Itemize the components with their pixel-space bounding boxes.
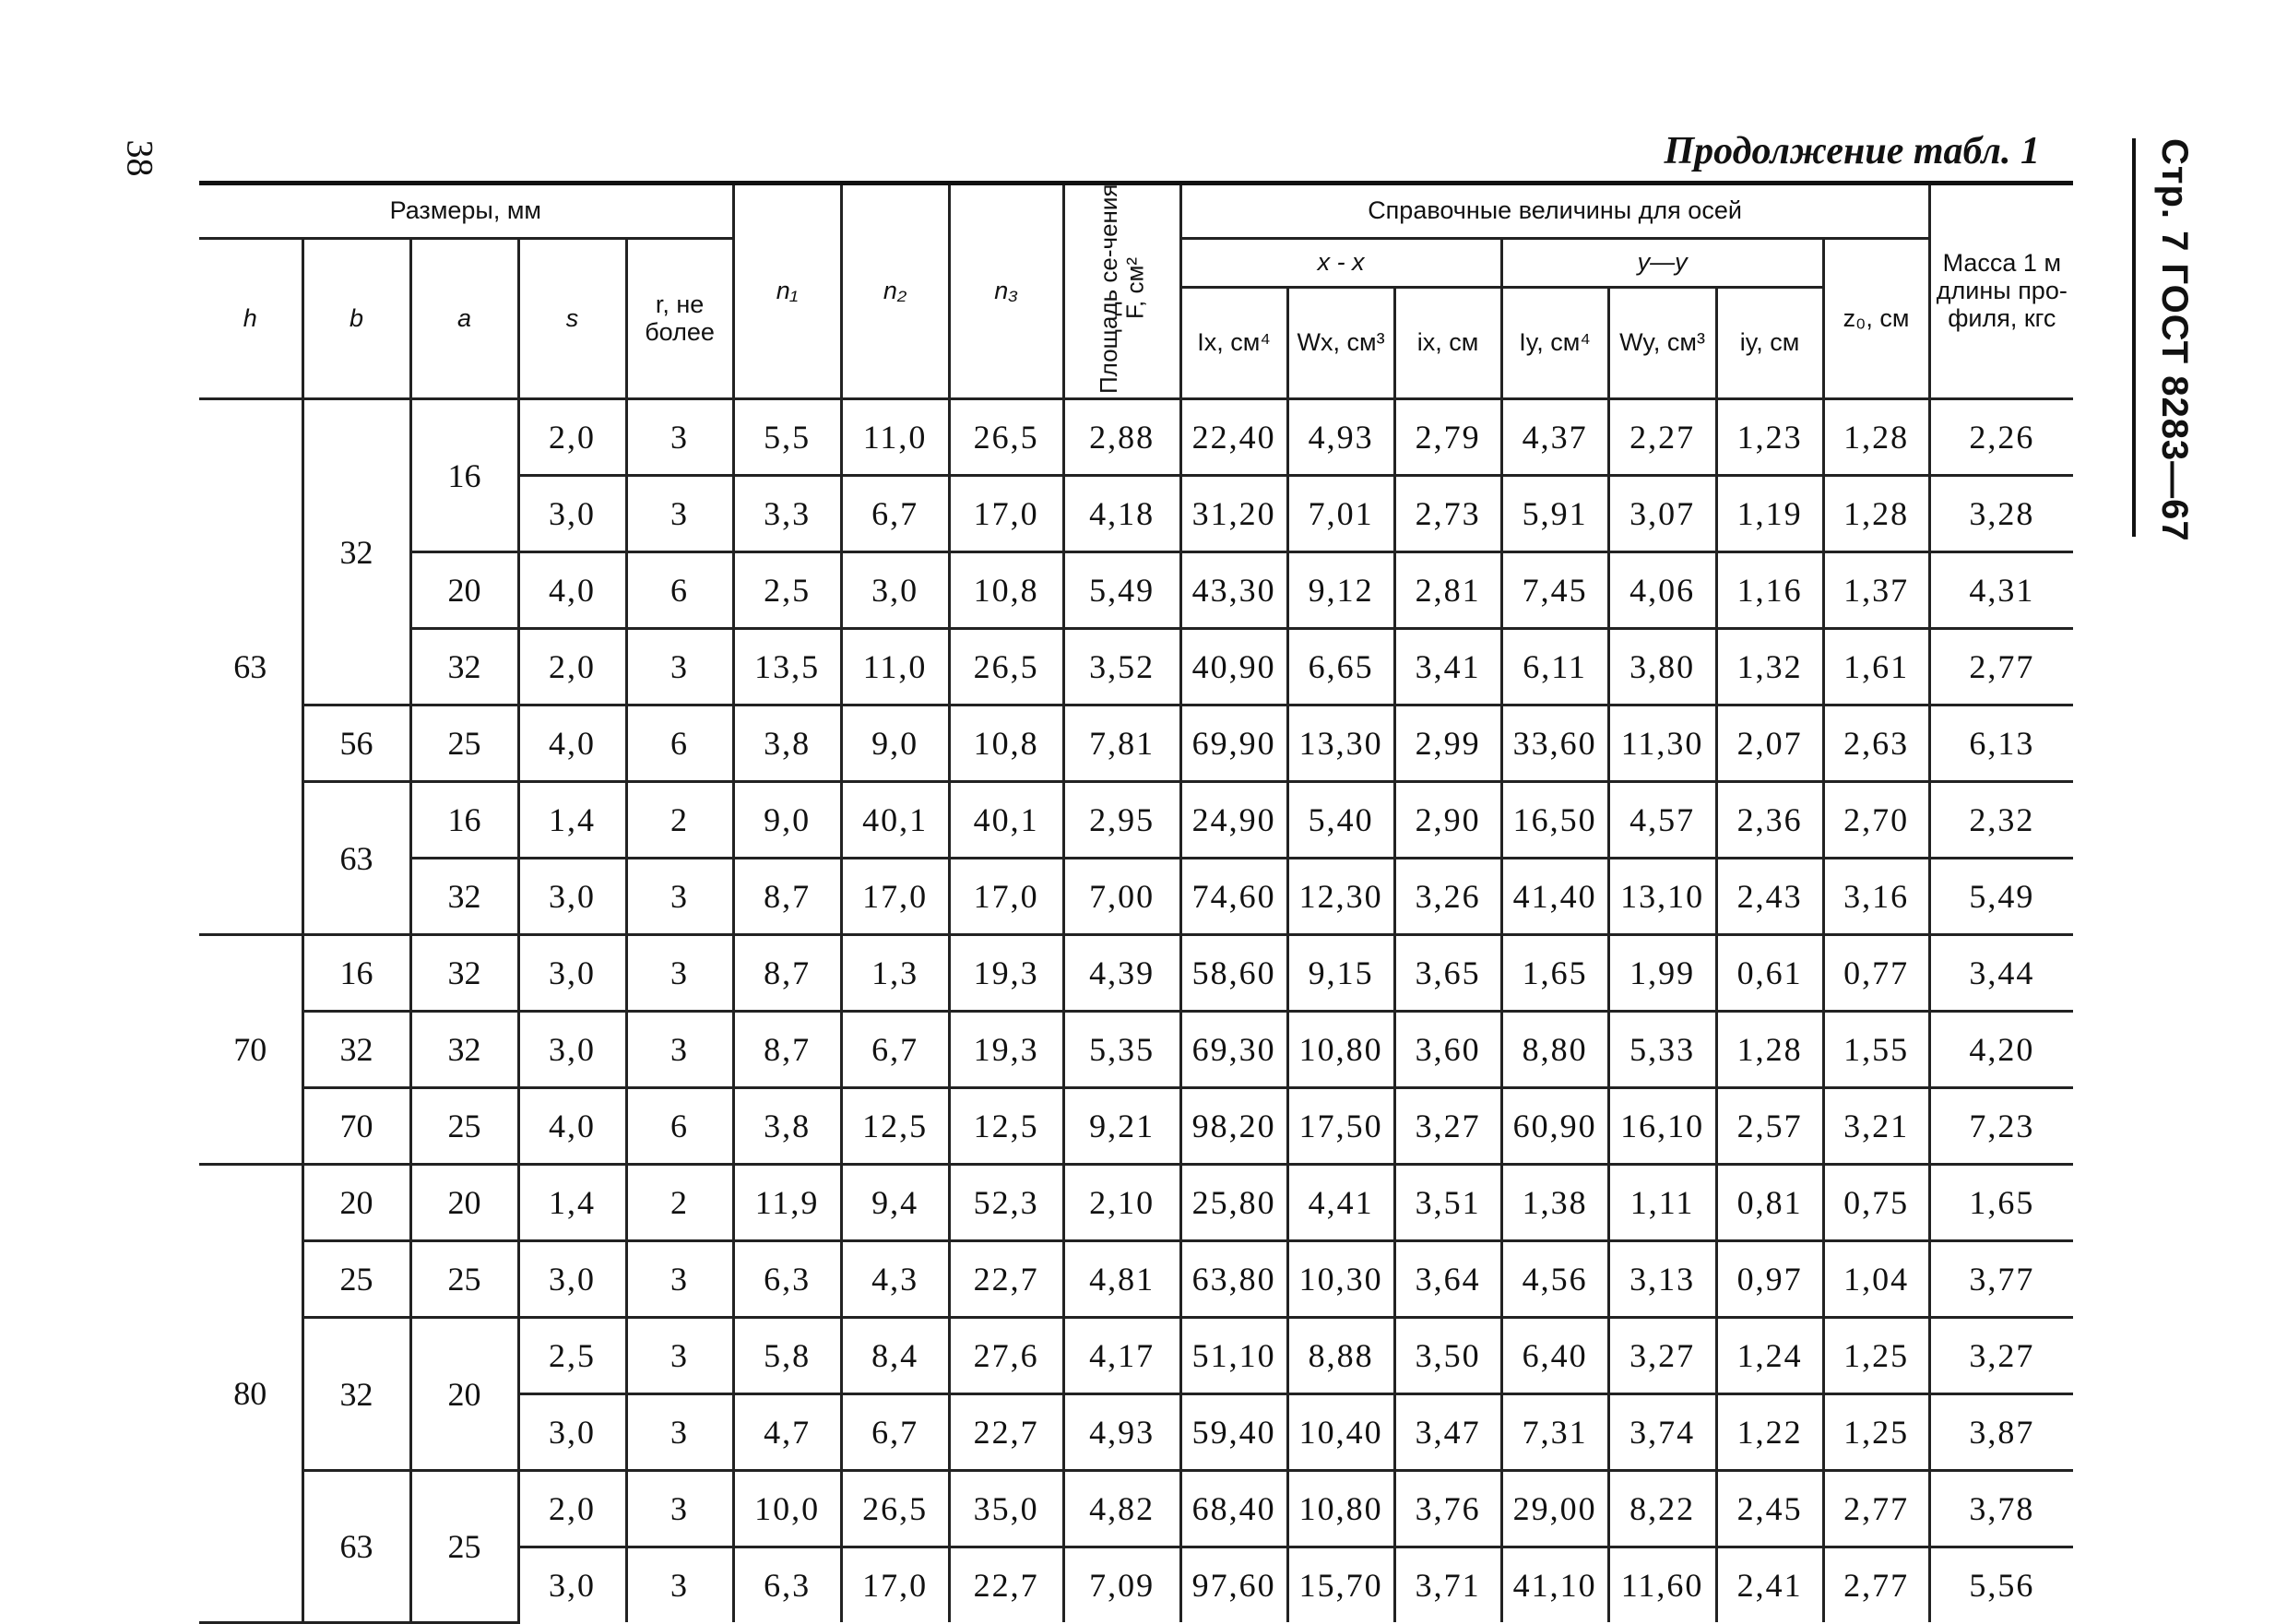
cell-Wy: 3,13 (1608, 1241, 1716, 1318)
cell-Wx: 10,40 (1287, 1394, 1394, 1471)
cell-s: 4,0 (518, 705, 626, 782)
b-cell: 70 (302, 1088, 410, 1165)
cell-mass: 3,44 (1929, 935, 2073, 1012)
a-cell: 32 (410, 859, 518, 935)
cell-s: 3,0 (518, 476, 626, 552)
cell-Ix: 22,40 (1180, 399, 1287, 476)
cell-mass: 1,65 (1929, 1165, 2073, 1241)
cell-z0: 1,61 (1823, 629, 1929, 705)
cell-iy: 2,43 (1716, 859, 1823, 935)
cell-Iy: 7,45 (1501, 552, 1608, 629)
b-cell: 32 (302, 1012, 410, 1088)
cell-Iy: 7,31 (1501, 1394, 1608, 1471)
cell-area: 5,35 (1063, 1012, 1180, 1088)
cell-s: 3,0 (518, 1241, 626, 1318)
cell-Wx: 12,30 (1287, 859, 1394, 935)
cell-iy: 2,07 (1716, 705, 1823, 782)
cell-Wx: 10,30 (1287, 1241, 1394, 1318)
header-reference: Справочные величины для осей (1180, 184, 1929, 239)
cell-r: 3 (626, 1012, 733, 1088)
cell-n1: 2,5 (733, 552, 841, 629)
cell-Iy: 29,00 (1501, 1471, 1608, 1547)
cell-Iy: 6,11 (1501, 629, 1608, 705)
cell-r: 6 (626, 552, 733, 629)
cell-Iy: 6,40 (1501, 1318, 1608, 1394)
cell-Wx: 8,88 (1287, 1318, 1394, 1394)
cell-r: 3 (626, 935, 733, 1012)
cell-Ix: 24,90 (1180, 782, 1287, 859)
cell-n2: 3,0 (841, 552, 949, 629)
cell-r: 3 (626, 1241, 733, 1318)
table-row (199, 552, 2073, 629)
cell-n3: 35,0 (949, 1471, 1063, 1547)
cell-n2: 40,1 (841, 782, 949, 859)
cell-n3: 10,8 (949, 705, 1063, 782)
cell-ix: 3,51 (1394, 1165, 1501, 1241)
cell-r: 6 (626, 1088, 733, 1165)
cell-Ix: 31,20 (1180, 476, 1287, 552)
cell-mass: 7,23 (1929, 1088, 2073, 1165)
cell-n1: 3,3 (733, 476, 841, 552)
cell-area: 5,49 (1063, 552, 1180, 629)
cell-iy: 0,81 (1716, 1165, 1823, 1241)
cell-mass: 6,13 (1929, 705, 2073, 782)
cell-n1: 5,5 (733, 399, 841, 476)
cell-n3: 17,0 (949, 476, 1063, 552)
cell-ix: 2,99 (1394, 705, 1501, 782)
cell-iy: 0,61 (1716, 935, 1823, 1012)
cell-Iy: 5,91 (1501, 476, 1608, 552)
cell-Wy: 16,10 (1608, 1088, 1716, 1165)
cell-Wy: 3,80 (1608, 629, 1716, 705)
cell-n2: 6,7 (841, 1012, 949, 1088)
cell-iy: 2,41 (1716, 1547, 1823, 1623)
cell-n1: 3,8 (733, 1088, 841, 1165)
cell-Ix: 25,80 (1180, 1165, 1287, 1241)
cell-r: 6 (626, 705, 733, 782)
cell-s: 3,0 (518, 1547, 626, 1623)
header-mass: Масса 1 м длины про-филя, кгс (1929, 184, 2073, 399)
a-cell: 20 (410, 1165, 518, 1241)
cell-s: 2,0 (518, 629, 626, 705)
header-s: s (518, 239, 626, 399)
table-row (199, 629, 2073, 705)
cell-z0: 3,21 (1823, 1088, 1929, 1165)
cell-area: 4,17 (1063, 1318, 1180, 1394)
cell-s: 2,5 (518, 1318, 626, 1394)
cell-area: 7,00 (1063, 859, 1180, 935)
cell-s: 1,4 (518, 1165, 626, 1241)
cell-iy: 1,19 (1716, 476, 1823, 552)
cell-n2: 12,5 (841, 1088, 949, 1165)
cell-Wy: 4,57 (1608, 782, 1716, 859)
table-row (199, 1165, 2073, 1241)
cell-n2: 11,0 (841, 629, 949, 705)
a-cell: 32 (410, 629, 518, 705)
cell-Wx: 4,93 (1287, 399, 1394, 476)
cell-Iy: 8,80 (1501, 1012, 1608, 1088)
cell-z0: 1,28 (1823, 476, 1929, 552)
cell-n3: 40,1 (949, 782, 1063, 859)
header-area: Площадь се-чения F, см² (1063, 184, 1180, 399)
cell-Wx: 17,50 (1287, 1088, 1394, 1165)
header-Ix: Ix, см⁴ (1180, 288, 1287, 399)
cell-n2: 4,3 (841, 1241, 949, 1318)
cell-area: 7,81 (1063, 705, 1180, 782)
cell-iy: 1,24 (1716, 1318, 1823, 1394)
cell-z0: 1,25 (1823, 1318, 1929, 1394)
h-cell: 80 (199, 1165, 302, 1623)
cell-r: 3 (626, 1547, 733, 1623)
cell-n3: 26,5 (949, 399, 1063, 476)
cell-n1: 11,9 (733, 1165, 841, 1241)
b-cell: 56 (302, 705, 410, 782)
cell-ix: 3,27 (1394, 1088, 1501, 1165)
cell-z0: 2,70 (1823, 782, 1929, 859)
header-iy: iy, см (1716, 288, 1823, 399)
cell-s: 4,0 (518, 1088, 626, 1165)
cell-s: 3,0 (518, 1012, 626, 1088)
cell-Ix: 97,60 (1180, 1547, 1287, 1623)
cell-Iy: 16,50 (1501, 782, 1608, 859)
cell-n2: 26,5 (841, 1471, 949, 1547)
cell-Wx: 9,12 (1287, 552, 1394, 629)
cell-n3: 22,7 (949, 1394, 1063, 1471)
cell-area: 4,93 (1063, 1394, 1180, 1471)
cell-mass: 3,87 (1929, 1394, 2073, 1471)
cell-n1: 6,3 (733, 1547, 841, 1623)
cell-ix: 2,90 (1394, 782, 1501, 859)
cell-Wy: 2,27 (1608, 399, 1716, 476)
header-axis-y: y—y (1501, 239, 1823, 288)
b-cell: 63 (302, 1471, 410, 1623)
cell-mass: 5,49 (1929, 859, 2073, 935)
cell-Wy: 3,27 (1608, 1318, 1716, 1394)
cell-r: 3 (626, 1318, 733, 1394)
cell-n3: 17,0 (949, 859, 1063, 935)
cell-n1: 13,5 (733, 629, 841, 705)
cell-n3: 26,5 (949, 629, 1063, 705)
cell-s: 3,0 (518, 859, 626, 935)
cell-z0: 2,63 (1823, 705, 1929, 782)
header-r: r, не более (626, 239, 733, 399)
header-sizes: Размеры, мм (199, 184, 733, 239)
cell-iy: 2,36 (1716, 782, 1823, 859)
cell-Ix: 59,40 (1180, 1394, 1287, 1471)
table-row (199, 1088, 2073, 1165)
cell-n3: 22,7 (949, 1241, 1063, 1318)
cell-n2: 1,3 (841, 935, 949, 1012)
cell-mass: 3,27 (1929, 1318, 2073, 1394)
gost-table (199, 181, 2073, 1624)
cell-mass: 3,28 (1929, 476, 2073, 552)
header-n1: n₁ (733, 184, 841, 399)
cell-n2: 17,0 (841, 859, 949, 935)
cell-r: 3 (626, 399, 733, 476)
cell-n1: 5,8 (733, 1318, 841, 1394)
cell-ix: 3,71 (1394, 1547, 1501, 1623)
cell-iy: 1,22 (1716, 1394, 1823, 1471)
cell-Wy: 1,99 (1608, 935, 1716, 1012)
cell-n1: 8,7 (733, 859, 841, 935)
cell-n3: 19,3 (949, 935, 1063, 1012)
cell-z0: 1,04 (1823, 1241, 1929, 1318)
cell-Iy: 33,60 (1501, 705, 1608, 782)
cell-ix: 3,41 (1394, 629, 1501, 705)
cell-z0: 0,75 (1823, 1165, 1929, 1241)
cell-s: 2,0 (518, 1471, 626, 1547)
cell-Wx: 10,80 (1287, 1012, 1394, 1088)
cell-n2: 6,7 (841, 476, 949, 552)
table-row (199, 1241, 2073, 1318)
header-h: h (199, 239, 302, 399)
cell-r: 3 (626, 859, 733, 935)
cell-Wy: 1,11 (1608, 1165, 1716, 1241)
cell-s: 4,0 (518, 552, 626, 629)
a-cell: 25 (410, 1088, 518, 1165)
cell-n3: 27,6 (949, 1318, 1063, 1394)
cell-ix: 3,47 (1394, 1394, 1501, 1471)
h-cell: 63 (199, 399, 302, 935)
cell-Ix: 68,40 (1180, 1471, 1287, 1547)
cell-s: 2,0 (518, 399, 626, 476)
cell-n2: 6,7 (841, 1394, 949, 1471)
cell-iy: 1,32 (1716, 629, 1823, 705)
cell-n2: 11,0 (841, 399, 949, 476)
side-rule (2132, 138, 2136, 537)
cell-area: 9,21 (1063, 1088, 1180, 1165)
cell-area: 3,52 (1063, 629, 1180, 705)
cell-Ix: 69,90 (1180, 705, 1287, 782)
cell-r: 3 (626, 476, 733, 552)
h-cell: 70 (199, 935, 302, 1165)
cell-n1: 9,0 (733, 782, 841, 859)
table-row (199, 1318, 2073, 1394)
header-Iy: Iy, см⁴ (1501, 288, 1608, 399)
cell-Wy: 4,06 (1608, 552, 1716, 629)
cell-ix: 3,50 (1394, 1318, 1501, 1394)
b-cell: 32 (302, 1318, 410, 1471)
header-a: a (410, 239, 518, 399)
cell-Wx: 15,70 (1287, 1547, 1394, 1623)
cell-Ix: 63,80 (1180, 1241, 1287, 1318)
cell-iy: 2,57 (1716, 1088, 1823, 1165)
cell-ix: 2,73 (1394, 476, 1501, 552)
cell-Wx: 4,41 (1287, 1165, 1394, 1241)
cell-Iy: 1,65 (1501, 935, 1608, 1012)
cell-mass: 3,77 (1929, 1241, 2073, 1318)
cell-Wx: 6,65 (1287, 629, 1394, 705)
cell-Ix: 43,30 (1180, 552, 1287, 629)
a-cell: 32 (410, 935, 518, 1012)
cell-Wx: 7,01 (1287, 476, 1394, 552)
cell-area: 4,81 (1063, 1241, 1180, 1318)
cell-area: 7,09 (1063, 1547, 1180, 1623)
cell-n3: 19,3 (949, 1012, 1063, 1088)
cell-Iy: 1,38 (1501, 1165, 1608, 1241)
cell-n1: 4,7 (733, 1394, 841, 1471)
cell-n3: 10,8 (949, 552, 1063, 629)
cell-Wy: 5,33 (1608, 1012, 1716, 1088)
cell-n3: 12,5 (949, 1088, 1063, 1165)
cell-z0: 0,77 (1823, 935, 1929, 1012)
cell-s: 3,0 (518, 935, 626, 1012)
cell-mass: 5,56 (1969, 1567, 2035, 1604)
a-cell: 20 (410, 552, 518, 629)
cell-area: 4,39 (1063, 935, 1180, 1012)
header-Wy: Wy, см³ (1608, 288, 1716, 399)
cell-mass: 2,32 (1929, 782, 2073, 859)
cell-Iy: 60,90 (1501, 1088, 1608, 1165)
cell-ix: 2,81 (1394, 552, 1501, 629)
cell-iy: 1,16 (1716, 552, 1823, 629)
table-row (199, 705, 2073, 782)
b-cell: 20 (302, 1165, 410, 1241)
cell-mass: 4,31 (1929, 552, 2073, 629)
cell-Ix: 74,60 (1180, 859, 1287, 935)
b-cell: 16 (302, 935, 410, 1012)
a-cell: 25 (410, 1241, 518, 1318)
cell-Wy: 11,60 (1608, 1547, 1716, 1623)
cell-z0: 1,25 (1823, 1394, 1929, 1471)
cell-n1: 8,7 (733, 1012, 841, 1088)
a-cell: 20 (410, 1318, 518, 1471)
cell-r: 2 (626, 1165, 733, 1241)
cell-Wx: 5,40 (1287, 782, 1394, 859)
table-body (199, 399, 2073, 1623)
cell-Wx: 10,80 (1287, 1471, 1394, 1547)
cell-mass: 2,26 (1929, 399, 2073, 476)
table-row (199, 1012, 2073, 1088)
cell-r: 2 (626, 782, 733, 859)
cell-r: 3 (626, 629, 733, 705)
cell-n1: 3,8 (733, 705, 841, 782)
cell-Ix: 98,20 (1180, 1088, 1287, 1165)
cell-ix: 3,60 (1394, 1012, 1501, 1088)
b-cell: 32 (302, 399, 410, 705)
cell-area: 2,88 (1063, 399, 1180, 476)
cell-r: 3 (626, 1471, 733, 1547)
a-cell: 16 (410, 399, 518, 552)
a-cell: 16 (410, 782, 518, 859)
cell-n2: 8,4 (841, 1318, 949, 1394)
cell-z0: 3,16 (1823, 859, 1929, 935)
cell-s: 3,0 (518, 1394, 626, 1471)
cell-Iy: 4,37 (1501, 399, 1608, 476)
b-cell: 25 (302, 1241, 410, 1318)
cell-area: 2,10 (1063, 1165, 1180, 1241)
cell-area: 4,18 (1063, 476, 1180, 552)
cell-Wy: 11,30 (1608, 705, 1716, 782)
cell-iy: 1,28 (1716, 1012, 1823, 1088)
cell-iy: 1,23 (1716, 399, 1823, 476)
cell-mass: 2,77 (1929, 629, 2073, 705)
cell-z0: 2,77 (1823, 1547, 1929, 1623)
a-cell: 25 (410, 705, 518, 782)
cell-ix: 2,79 (1394, 399, 1501, 476)
header-axis-x: x - x (1180, 239, 1501, 288)
a-cell: 32 (410, 1012, 518, 1088)
cell-Wy: 3,74 (1608, 1394, 1716, 1471)
cell-z0: 2,77 (1823, 1471, 1929, 1547)
cell-r: 3 (626, 1394, 733, 1471)
header-n3: n₃ (949, 184, 1063, 399)
cell-n3: 22,7 (949, 1547, 1063, 1623)
cell-ix: 3,65 (1394, 935, 1501, 1012)
cell-Iy: 41,40 (1501, 859, 1608, 935)
cell-n3: 52,3 (949, 1165, 1063, 1241)
cell-Ix: 58,60 (1180, 935, 1287, 1012)
cell-area: 2,95 (1063, 782, 1180, 859)
header-Wx: Wx, см³ (1287, 288, 1394, 399)
cell-Iy: 41,10 (1501, 1547, 1608, 1623)
header-n2: n₂ (841, 184, 949, 399)
cell-Wx: 9,15 (1287, 935, 1394, 1012)
table-row (199, 399, 2073, 476)
cell-ix: 3,64 (1394, 1241, 1501, 1318)
b-cell: 63 (302, 782, 410, 935)
cell-z0: 1,37 (1823, 552, 1929, 629)
header-b: b (302, 239, 410, 399)
cell-z0: 1,55 (1823, 1012, 1929, 1088)
page-number: 38 (119, 139, 161, 177)
table-row (199, 1471, 2073, 1547)
cell-iy: 2,45 (1716, 1471, 1823, 1547)
cell-n1: 6,3 (733, 1241, 841, 1318)
cell-Ix: 69,30 (1180, 1012, 1287, 1088)
cell-Iy: 4,56 (1501, 1241, 1608, 1318)
a-cell: 25 (410, 1471, 518, 1623)
cell-mass: 3,78 (1929, 1471, 2073, 1547)
cell-Wy: 13,10 (1608, 859, 1716, 935)
cell-n2: 9,4 (841, 1165, 949, 1241)
table-row (199, 859, 2073, 935)
cell-n1: 8,7 (733, 935, 841, 1012)
cell-Wy: 3,07 (1608, 476, 1716, 552)
cell-iy: 0,97 (1716, 1241, 1823, 1318)
cell-n2: 17,0 (841, 1547, 949, 1623)
cell-n1: 10,0 (733, 1471, 841, 1547)
cell-ix: 3,26 (1394, 859, 1501, 935)
cell-s: 1,4 (518, 782, 626, 859)
continuation-title: Продолжение табл. 1 (1664, 130, 2040, 172)
table-row (199, 782, 2073, 859)
cell-area: 4,82 (1063, 1471, 1180, 1547)
cell-Wx: 13,30 (1287, 705, 1394, 782)
header-z0: z₀, см (1823, 239, 1929, 399)
side-caption: Стр. 7 ГОСТ 8283—67 (2154, 138, 2195, 542)
cell-mass: 4,20 (1929, 1012, 2073, 1088)
cell-Wy: 8,22 (1608, 1471, 1716, 1547)
cell-Ix: 40,90 (1180, 629, 1287, 705)
cell-z0: 1,28 (1823, 399, 1929, 476)
cell-ix: 3,76 (1394, 1471, 1501, 1547)
cell-Ix: 51,10 (1180, 1318, 1287, 1394)
cell-n2: 9,0 (841, 705, 949, 782)
header-ix: ix, см (1394, 288, 1501, 399)
table-row (199, 935, 2073, 1012)
